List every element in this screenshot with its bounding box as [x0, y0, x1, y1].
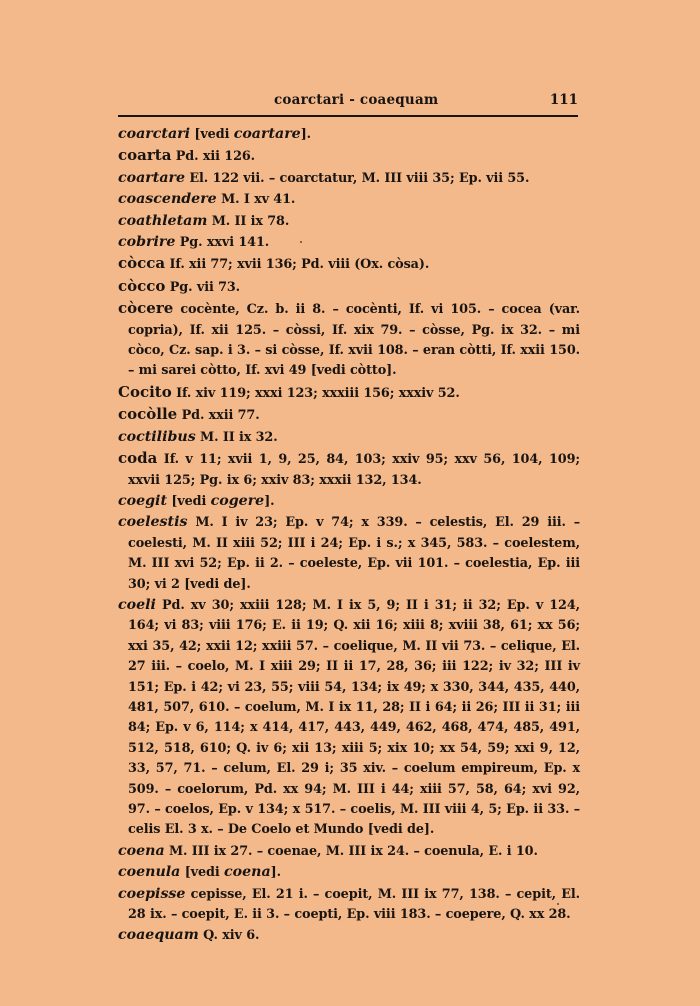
dictionary-entry [118, 168, 580, 189]
dictionary-entry [118, 862, 580, 883]
cross-reference: cogere [210, 492, 265, 509]
entry-lemma: còcco [118, 276, 166, 295]
entry-text: Pd. xv 30; xxiii 128; M. I ix 5, 9; II i 31; ii 32; Ep. v 124, 164; vi 83; viii 176; E. ii 19; Q. xii 16; xiii 8; xviii 38, 61; xx 56; xxi 35, 42; xxii 12; xxiii 57. – coelique, M. II vii 73. – celique, El. 27 iii. – coelo, M. I xiii 29; II ii 17, 28, 36; iii 122; iv 32; III iv 151; Ep. i 42; vi 23, 55; viii 54, 134; ix 49; x 330, 344, 435, 440, 481, 507, 610. – coelum, M. I ix 11, 28; II i 64; ii 26; III ii 31; iii 84; Ep. v 6, 114; x 414, 417, 443, 449, 462, 468, 474, 485, 491, 512, 518, 610; Q. iv 6; xii 13; xiii 5; xix 10; xx 54, 59; xxi 9, 12, 33, 57, 71. – celum, El. 29 i; 35 xiv. – coelum empireum, Ep. x 509. – coelorum, Pd. xx 94; M. III i 44; xiii 57, 58, 64; xvi 92, 97. – coelos, Ep. v 134; x 517. – coelis, M. III viii 4, 5; Ep. ii 33. – celis El. 3 x. – De Coelo et Mundo [vedi de]. [128, 597, 580, 838]
dictionary-entry [118, 382, 580, 404]
entry-text: Pg. vii 73. [165, 279, 241, 295]
dictionary-entry [118, 189, 580, 210]
dictionary-entry [118, 448, 580, 491]
entry-lemma: coepisse [118, 885, 186, 902]
entry-text: cocènte, Cz. b. ii 8. – cocènti, If. vi 105. – cocea (var. copria), If. xii 125. – còssi, If. xix 79. – còsse, Pg. ix 32. – mi còco, Cz. sap. i 3. – si còsse, If. xvii 108. – eran còtti, If. xxii 150. – mi sarei còtto, If. xvi 49 [vedi còtto]. [128, 302, 580, 379]
entry-text: El. 122 vii. – coarctatur, M. III viii 35; Ep. vii 55. [185, 170, 530, 186]
entry-lemma: coena [118, 842, 165, 859]
dictionary-entry [118, 595, 580, 841]
cross-reference: coartare [233, 126, 301, 142]
cross-reference-end: ]. [300, 127, 312, 142]
cross-reference-end: ]. [270, 865, 281, 881]
entry-text: [vedi [167, 493, 211, 509]
entry-lemma: coathletam [118, 212, 208, 229]
entry-text: Pd. xxii 77. [177, 408, 260, 424]
entry-lemma: coaequam [118, 927, 199, 944]
entry-lemma: coda [118, 449, 158, 468]
entry-text: M. III ix 27. – coenae, M. III ix 24. – coenula, E. i 10. [164, 843, 538, 859]
entry-list [118, 124, 580, 947]
dictionary-entry [118, 145, 580, 167]
running-header [118, 92, 578, 112]
dictionary-entry [118, 427, 580, 448]
header-title: coarctari - coaequam [274, 92, 439, 108]
cross-reference: coena [224, 864, 271, 881]
entry-lemma: coenula [118, 864, 181, 881]
entry-lemma: coelestis [118, 514, 188, 531]
entry-text: M. II ix 32. [195, 429, 278, 445]
entry-text: If. v 11; xvii 1, 9, 25, 84, 103; xxiv 95; xxv 56, 104, 109; xxvii 125; Pg. ix 6; xxiv 83; xxxii 132, 134. [128, 452, 580, 488]
entry-text: [vedi [180, 865, 224, 881]
entry-text: Q. xiv 6. [198, 928, 260, 944]
entry-lemma: coarctari [118, 126, 191, 142]
header-rule [118, 115, 578, 117]
entry-text: [vedi [190, 127, 234, 142]
dictionary-entry [118, 253, 580, 275]
page-number: 111 [549, 92, 578, 108]
dictionary-entry [118, 211, 580, 232]
entry-text: If. xii 77; xvii 136; Pd. viii (Ox. còsa). [165, 257, 430, 273]
dictionary-entry [118, 298, 580, 382]
entry-lemma: cobrire [118, 234, 176, 251]
entry-lemma: còcca [118, 254, 166, 273]
entry-lemma: Cocito [118, 382, 172, 401]
dictionary-entry [118, 512, 580, 595]
entry-text: If. xiv 119; xxxi 123; xxxiii 156; xxxiv 52. [171, 385, 460, 401]
entry-lemma: coeli [118, 596, 156, 613]
entry-text: Pg. xxvi 141. [175, 235, 270, 251]
dictionary-entry [118, 232, 580, 253]
entry-text: M. I iv 23; Ep. v 74; x 339. – celestis, El. 29 iii. – coelesti, M. II xiii 52; III i 24; Ep. i s.; x 345, 583. – coelestem, M. III xvi 52; Ep. ii 2. – coeleste, Ep. vii 101. – coelestia, Ep. iii 30; vi 2 [vedi de]. [128, 515, 580, 592]
entry-text: cepisse, El. 21 i. – coepit, M. III ix 77, 138. – cepit, El. 28 ix. – coepit, E. ii 3. – coepti, Ep. viii 183. – coepere, Q. xx 28. [128, 886, 580, 923]
entry-lemma: còcere [118, 299, 174, 318]
entry-text: M. I xv 41. [216, 192, 296, 208]
dictionary-entry [118, 491, 580, 512]
dictionary-entry [118, 404, 580, 426]
entry-lemma: coascendere [118, 191, 217, 208]
dictionary-entry [118, 841, 580, 862]
entry-text: M. II ix 78. [207, 213, 290, 229]
print-speck [557, 903, 559, 905]
dictionary-entry [118, 276, 580, 298]
entry-lemma: coarta [118, 146, 172, 165]
dictionary-entry [118, 124, 580, 145]
print-speck [300, 241, 302, 243]
entry-lemma: coctilibus [118, 428, 196, 445]
cross-reference-end: ]. [264, 493, 275, 509]
entry-lemma: cocòlle [118, 405, 178, 424]
dictionary-entry [118, 925, 580, 946]
entry-lemma: coegit [118, 492, 167, 509]
entry-lemma: coartare [118, 169, 186, 186]
entry-text: Pd. xii 126. [171, 149, 256, 165]
dictionary-entry [118, 884, 580, 926]
